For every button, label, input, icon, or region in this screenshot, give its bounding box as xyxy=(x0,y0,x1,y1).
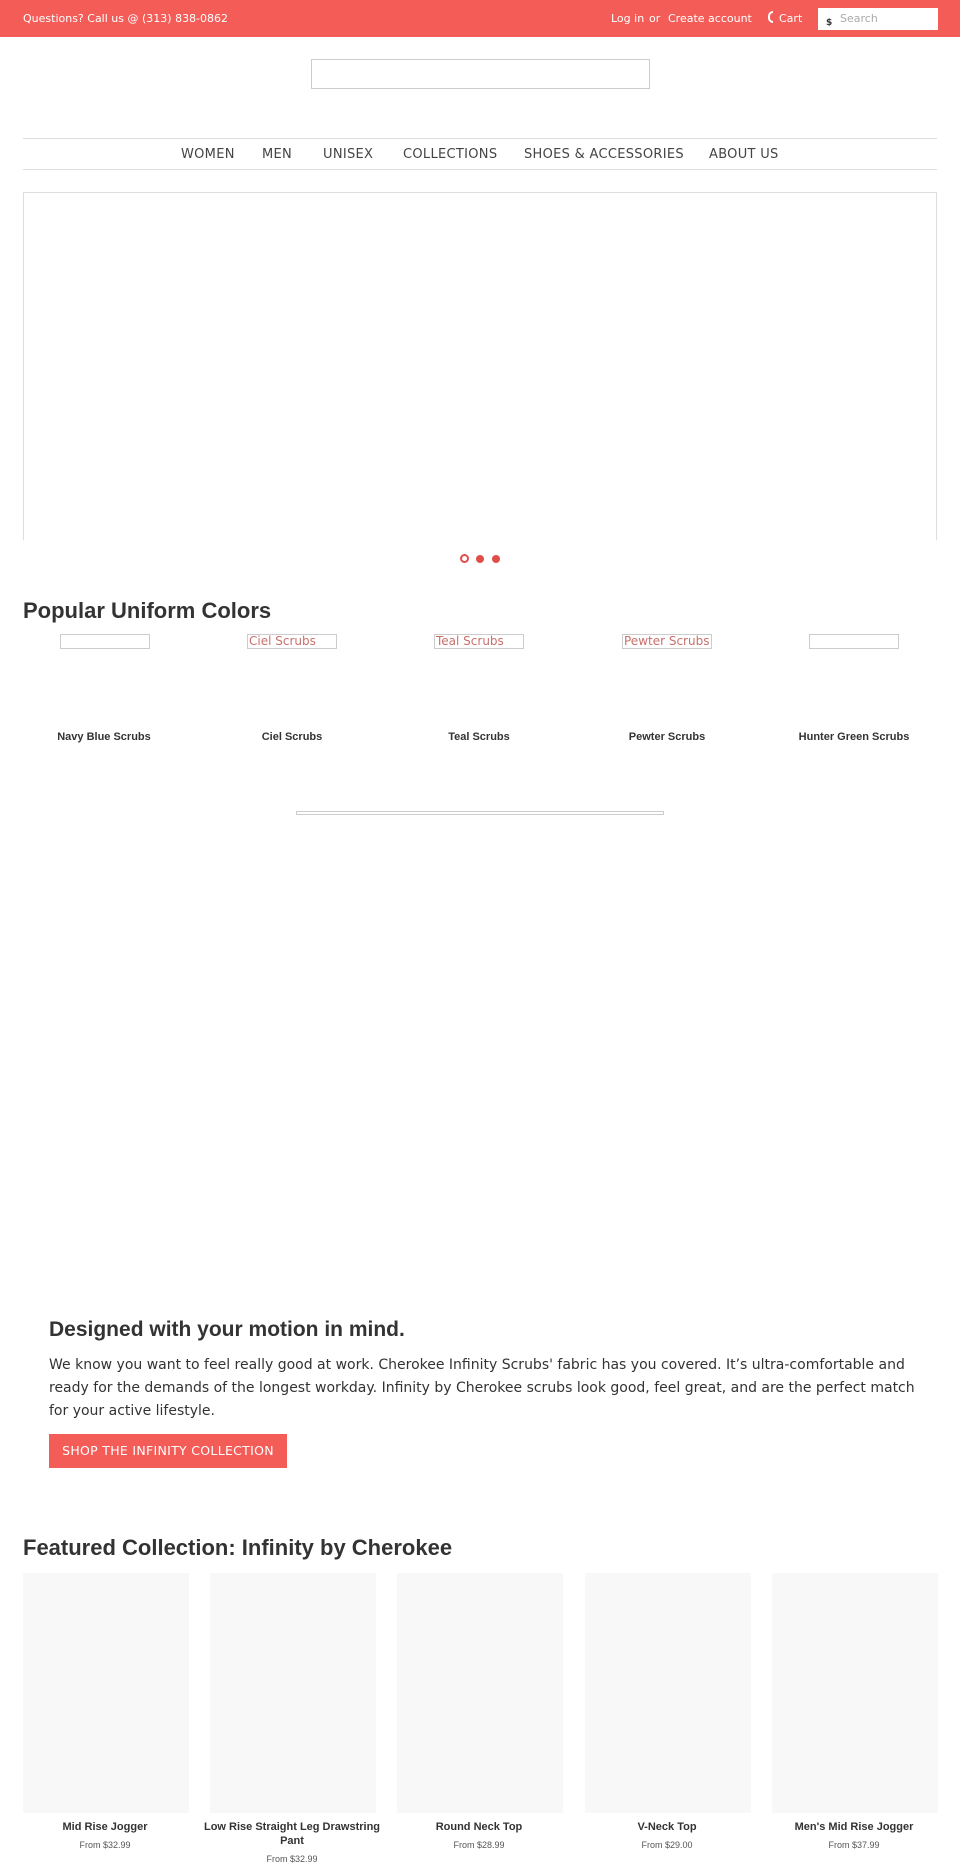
create-account-link[interactable]: Create account xyxy=(668,12,752,25)
promo-text: We know you want to feel really good at work. Cherokee Infinity Scrubs' fabric has you covered. It’s ultra-comfortable and ready for the demands of the longest workday. Infinity by Cherokee scrubs look good, feel great, and are the perfect match for your active lifestyle. xyxy=(49,1357,915,1419)
color-title-navy-blue[interactable]: Navy Blue Scrubs xyxy=(57,731,151,743)
search-form[interactable] xyxy=(818,8,938,30)
color-image-ciel[interactable]: Ciel Scrubs xyxy=(247,634,337,649)
product-price-2: From $32.99 xyxy=(266,1854,318,1864)
product-price-4: From $29.00 xyxy=(641,1840,693,1850)
slide-dot-1[interactable] xyxy=(460,554,469,563)
product-title-4[interactable]: V-Neck Top xyxy=(637,1821,697,1833)
color-image-pewter[interactable]: Pewter Scrubs xyxy=(622,634,712,649)
product-image-5[interactable] xyxy=(772,1573,938,1813)
section-divider xyxy=(296,811,664,815)
nav-item-men[interactable]: MEN xyxy=(262,147,293,162)
cart-link[interactable]: Cart xyxy=(779,12,803,25)
product-image-3[interactable] xyxy=(397,1573,563,1813)
product-image-4[interactable] xyxy=(585,1573,751,1813)
color-image-teal[interactable]: Teal Scrubs xyxy=(434,634,524,649)
colors-section-title: Popular Uniform Colors xyxy=(23,598,272,623)
product-title-1[interactable]: Mid Rise Jogger xyxy=(62,1821,148,1833)
main-nav xyxy=(23,138,937,170)
search-input[interactable] xyxy=(840,10,934,27)
nav-item-about-us[interactable]: ABOUT US xyxy=(709,147,779,162)
slide-dot-3[interactable] xyxy=(492,555,500,563)
product-price-1: From $32.99 xyxy=(79,1840,131,1850)
product-price-5: From $37.99 xyxy=(828,1840,880,1850)
shop-infinity-button[interactable]: SHOP THE INFINITY COLLECTION xyxy=(49,1434,287,1468)
or-separator: or xyxy=(649,12,661,25)
promo-title: Designed with your motion in mind. xyxy=(49,1318,405,1341)
color-title-ciel[interactable]: Ciel Scrubs xyxy=(261,731,323,743)
color-image-navy-blue[interactable] xyxy=(60,634,150,649)
site-logo[interactable] xyxy=(311,59,650,89)
contact-phone: Questions? Call us @ (313) 838-0862 xyxy=(23,12,229,25)
featured-section-title: Featured Collection: Infinity by Cherokee xyxy=(23,1535,453,1560)
color-title-hunter-green[interactable]: Hunter Green Scrubs xyxy=(798,731,910,743)
nav-item-unisex[interactable]: UNISEX xyxy=(323,147,374,162)
login-link[interactable]: Log in xyxy=(611,12,645,25)
product-image-2[interactable] xyxy=(210,1573,376,1813)
product-price-3: From $28.99 xyxy=(453,1840,505,1850)
search-icon[interactable]: $ xyxy=(826,18,833,28)
product-title-3[interactable]: Round Neck Top xyxy=(435,1821,523,1833)
product-image-1[interactable] xyxy=(23,1573,189,1813)
color-image-hunter-green[interactable] xyxy=(809,634,899,649)
nav-item-collections[interactable]: COLLECTIONS xyxy=(403,147,498,162)
nav-item-shoes-accessories[interactable]: SHOES & ACCESSORIES xyxy=(524,147,684,162)
color-title-teal[interactable]: Teal Scrubs xyxy=(448,731,510,743)
product-title-5[interactable]: Men's Mid Rise Jogger xyxy=(794,1821,914,1833)
color-title-pewter[interactable]: Pewter Scrubs xyxy=(628,731,706,743)
slide-dot-2[interactable] xyxy=(476,555,484,563)
top-bar xyxy=(0,0,960,37)
cart-icon[interactable] xyxy=(768,11,773,23)
nav-item-women[interactable]: WOMEN xyxy=(181,147,235,162)
product-title-2[interactable]: Low Rise Straight Leg Drawstring Pant xyxy=(203,1821,381,1847)
hero-slideshow[interactable] xyxy=(23,192,937,540)
